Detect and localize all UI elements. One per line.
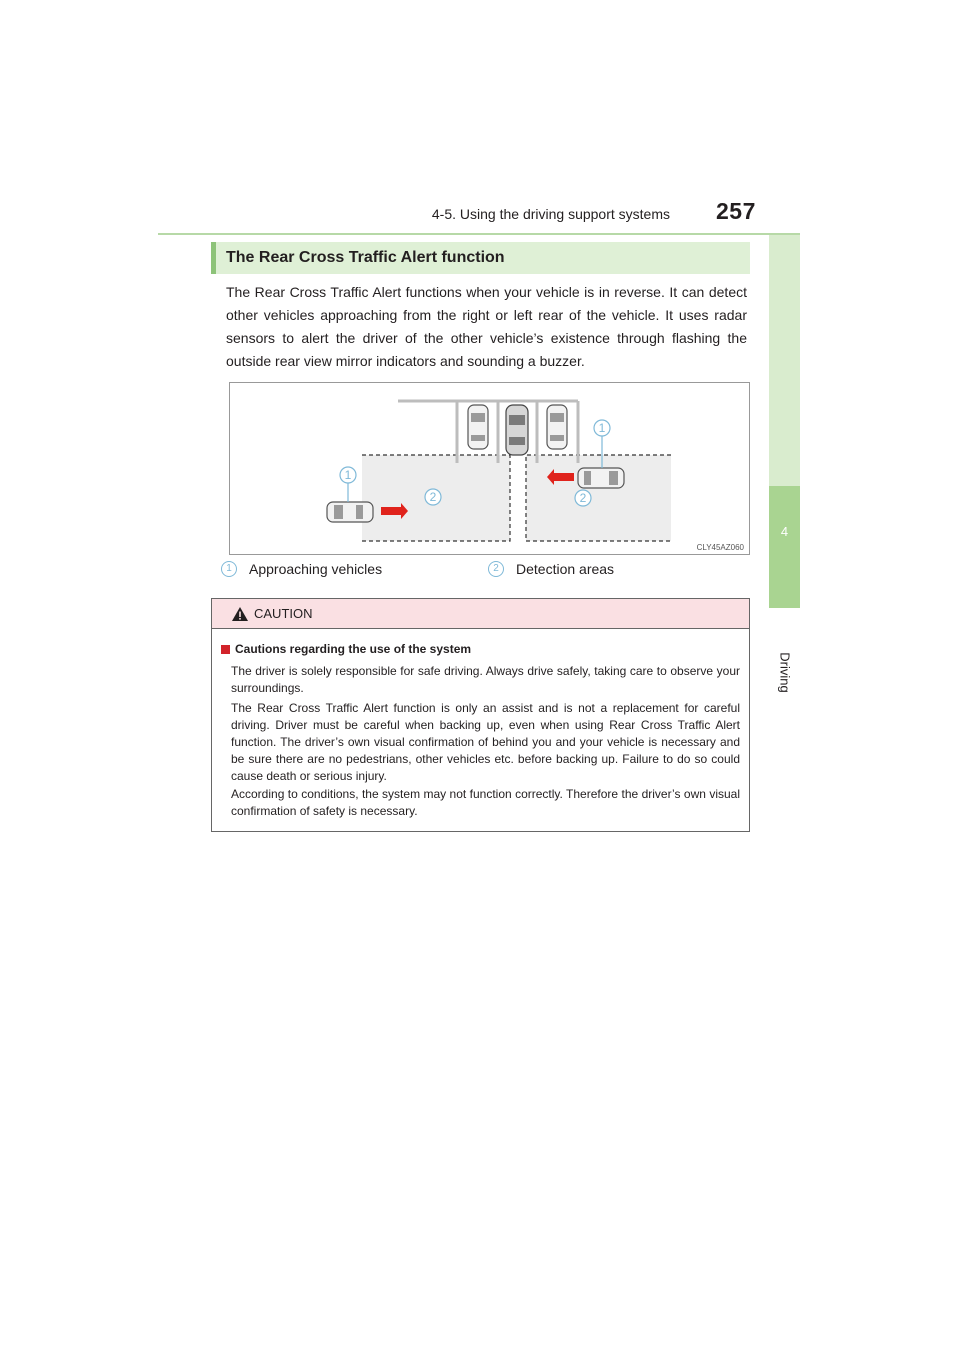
own-vehicle: [506, 405, 528, 455]
approaching-vehicle-right: [578, 468, 624, 488]
chapter-label: Driving: [777, 652, 793, 693]
section-heading: [211, 242, 750, 274]
header-rule: [158, 233, 800, 235]
caution-title: Cautions regarding the use of the system: [235, 642, 472, 656]
caution-header: [212, 599, 749, 629]
callout-1-left: 1: [344, 468, 352, 482]
callout-2-right: 2: [579, 491, 587, 505]
chapter-number-tab: [769, 486, 800, 608]
legend-item-2: [488, 561, 614, 577]
chapter-label-box: [765, 645, 805, 715]
caution-box: [211, 598, 750, 832]
legend-number: 1: [221, 561, 237, 577]
legend-label: Approaching vehicles: [249, 561, 383, 577]
chapter-number: 4: [780, 524, 789, 539]
page-number: 257: [716, 198, 756, 224]
approaching-vehicle-left: [327, 502, 373, 522]
warning-icon: [231, 606, 249, 622]
running-header-section: 4-5. Using the driving support systems: [431, 206, 670, 222]
parked-car-right: [547, 405, 567, 449]
caution-subtitle: [221, 642, 471, 656]
caution-paragraph: According to conditions, the system may not function correctly. Therefore the driver’s own visual confirmation of safety is necessary.: [231, 787, 740, 818]
section-title: The Rear Cross Traffic Alert function: [226, 249, 505, 266]
caution-paragraph: The driver is solely responsible for safe driving. Always drive safely, taking care to observe your surroundings.: [231, 664, 740, 695]
caution-paragraph: The Rear Cross Traffic Alert function is only an assist and is not a replacement for careful driving. Driver must be careful when backing up, even when using Rear Cross Traffic Alert function. The driver’s own visual confirmation of behind you and your vehicle is necessary and be sure there are no pedestrians, other vehicles etc. before backing up. Failure to do so could cause death or serious injury.: [231, 701, 740, 783]
square-bullet-icon: [221, 645, 230, 654]
rcta-illustration: [229, 382, 750, 555]
caution-heading: CAUTION: [254, 606, 313, 621]
illustration-code: CLY45AZ060: [696, 543, 744, 552]
callout-2-left: 2: [429, 490, 437, 504]
callout-1-right: 1: [598, 421, 606, 435]
intro-paragraph: The Rear Cross Traffic Alert functions when your vehicle is in reverse. It can detect other vehicles approaching from the right or left rear of the vehicle. It uses radar sensors to alert the driver of the other vehicle’s existence through flashing the outside rear view mirror indicators and sounding a buzzer.: [226, 284, 747, 369]
legend-number: 2: [488, 561, 504, 577]
parked-car-left: [468, 405, 488, 449]
legend-label: Detection areas: [516, 561, 615, 577]
parking-lot-diagram: [230, 383, 749, 554]
legend-item-1: [221, 561, 382, 577]
